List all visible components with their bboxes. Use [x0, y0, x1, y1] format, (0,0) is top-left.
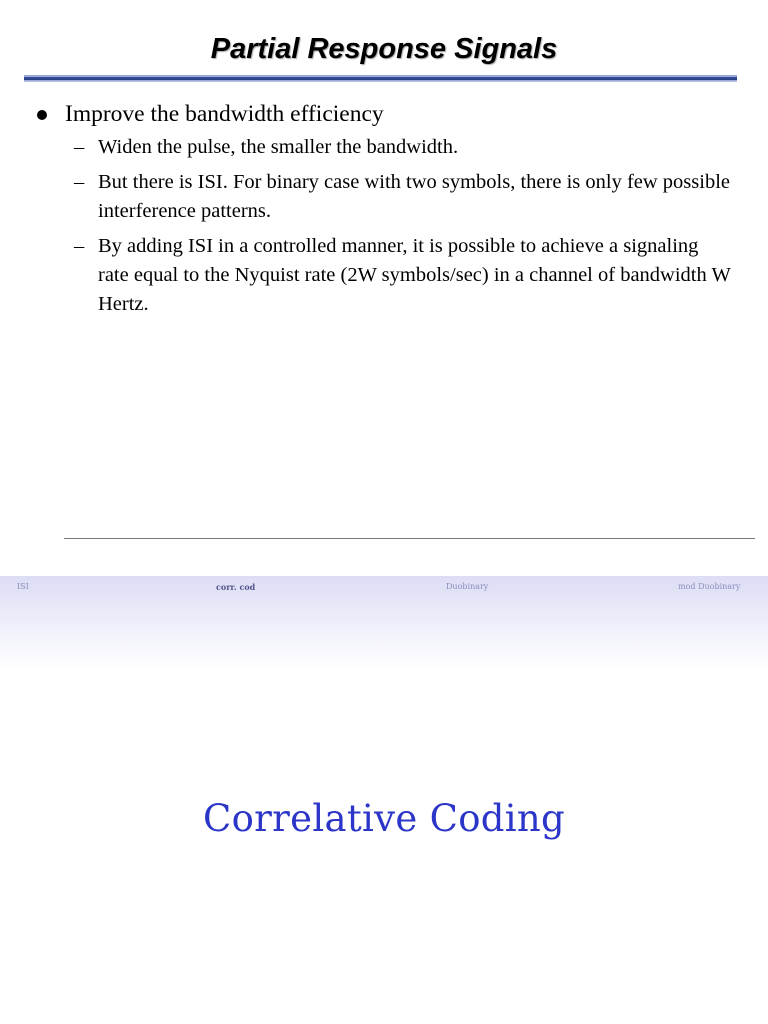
- sub-bullet-item: [34, 232, 734, 319]
- dash-icon: –: [74, 136, 85, 158]
- nav-link-corr-cod[interactable]: corr. cod: [216, 582, 256, 592]
- title-underline: [24, 75, 737, 82]
- section-title: Correlative Coding: [202, 797, 566, 840]
- slide-title: Partial Response Signals: [210, 33, 558, 65]
- sub-bullet-list: [34, 133, 734, 319]
- dash-icon: –: [74, 235, 85, 257]
- sub-bullet-item: [34, 133, 734, 162]
- nav-link-isi[interactable]: ISI: [17, 582, 29, 591]
- bullet-list: [34, 99, 734, 325]
- nav-link-mod-duobinary[interactable]: mod Duobinary: [678, 582, 741, 591]
- dash-icon: –: [74, 171, 85, 193]
- slide-correlative-coding: [0, 576, 768, 1024]
- sub-bullet-item: [34, 168, 734, 226]
- bullet-dot-icon: [37, 110, 47, 120]
- nav-link-duobinary[interactable]: Duobinary: [446, 582, 489, 591]
- sub-bullet-text: But there is ISI. For binary case with two symbols, there is only few possible interference patterns.: [98, 171, 730, 222]
- sub-bullet-text: By adding ISI in a controlled manner, it is possible to achieve a signaling rate equal to the Nyquist rate (2W symbols/sec) in a channel of bandwidth W Hertz.: [98, 235, 731, 315]
- bullet-item: [34, 99, 734, 129]
- sub-bullet-text: Widen the pulse, the smaller the bandwidth.: [98, 136, 459, 158]
- footer-divider: [64, 538, 755, 539]
- bullet-text: Improve the bandwidth efficiency: [65, 101, 384, 127]
